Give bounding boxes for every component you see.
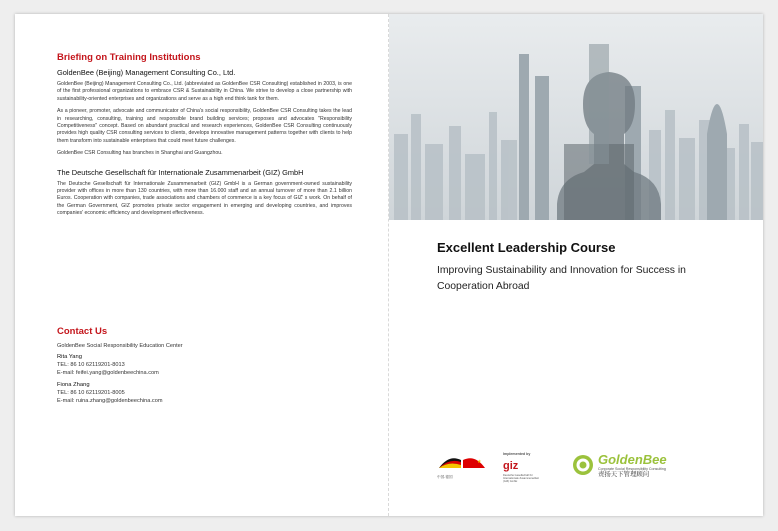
goldenbee-subtitle: Corporate Social Responsibility Consulting	[598, 467, 666, 471]
svg-text:★: ★	[477, 459, 482, 465]
org1-paragraph: GoldenBee CSR Consulting has branches in Shanghai and Guangzhou.	[57, 150, 223, 157]
contact-email[interactable]: E-mail: feifei.yang@goldenbeechina.com	[57, 370, 159, 376]
logo-row	[437, 452, 747, 486]
contact-name: Rita Yang	[57, 354, 82, 360]
contact-name: Fiona Zhang	[57, 382, 90, 388]
org2-paragraph: The Deutsche Gesellschaft für Internationale Zusammenarbeit (GIZ) GmbH is a German government-owned sustainability provider with offices in more than 130 countries, with more than 16.000 staff and an annual turnover of more than 2.1 billion Euros. Cooperation with companies, trade associations and chambers of commerce is a key focus of GIZ’ s work. On behalf of the German Government, GIZ promotes private sector engagement in emerging and developing countries, and improves companies' economic efficiency and development effectiveness.	[57, 180, 352, 217]
org2-name: The Deutsche Gesellschaft für Internationale Zusammenarbeit (GIZ) GmbH	[57, 167, 304, 177]
china-germany-logo	[437, 452, 487, 479]
goldenbee-emblem-icon	[572, 454, 594, 476]
giz-full-name: Deutsche Gesellschaft für Internationale Zusammenarbeit (GIZ) GmbH	[503, 474, 539, 483]
org1-paragraph: As a pioneer, promoter, advocate and communicator of China's social responsibility, GoldenBee CSR Consulting takes the lead in researching, consulting, training and responsible brand building services; proposes and advocates "Responsibility Competitiveness" concept. Based on abundant practical and research experiences, GoldenBee CSR Consulting continuously provides high quality CSR consulting services to clients, develops innovative management patterns together with clients to help them transform into sustainable enterprises that could meet future challenges.	[57, 108, 352, 144]
contact-center: GoldenBee Social Responsibility Education Center	[57, 343, 183, 349]
contact-title: Contact Us	[57, 326, 108, 337]
goldenbee-wordmark: GoldenBee	[598, 452, 667, 467]
course-heading	[437, 240, 737, 295]
partner-cn-label: 中国-德国	[437, 475, 453, 479]
contact-email[interactable]: E-mail: ruina.zhang@goldenbeechina.com	[57, 398, 163, 404]
contact-section	[57, 326, 352, 405]
goldenbee-cn-name: 责扬天下管理顾问	[598, 471, 650, 478]
contact-tel: TEL: 86 10 62119201-8005	[57, 390, 125, 396]
implemented-by-label: Implemented by	[503, 452, 531, 456]
flags-icon	[437, 452, 487, 470]
city-skyline-image	[389, 14, 763, 220]
contact-tel: TEL: 86 10 62119201-8013	[57, 362, 125, 368]
org1-name: GoldenBee (Beijing) Management Consulting Co., Ltd.	[57, 68, 236, 77]
org1-paragraph: GoldenBee (Beijing) Management Consulting Co., Ltd. (abbreviated as GoldenBee CSR Consulting) established in 2003, is one of the first professional organizations to embrace CSR & Sustainability in China. We strive to develop a close partnership with sustainability-oriented enterprises and organizations and serve as a high end think tank for them.	[57, 81, 352, 102]
left-page	[57, 52, 352, 223]
giz-wordmark: giz	[503, 460, 519, 472]
giz-logo	[503, 452, 563, 483]
briefing-title: Briefing on Training Institutions	[57, 52, 201, 63]
course-subtitle: Improving Sustainability and Innovation for Success in Cooperation Abroad	[437, 265, 686, 292]
cover-photo	[389, 14, 763, 220]
course-title: Excellent Leadership Course	[437, 240, 616, 255]
